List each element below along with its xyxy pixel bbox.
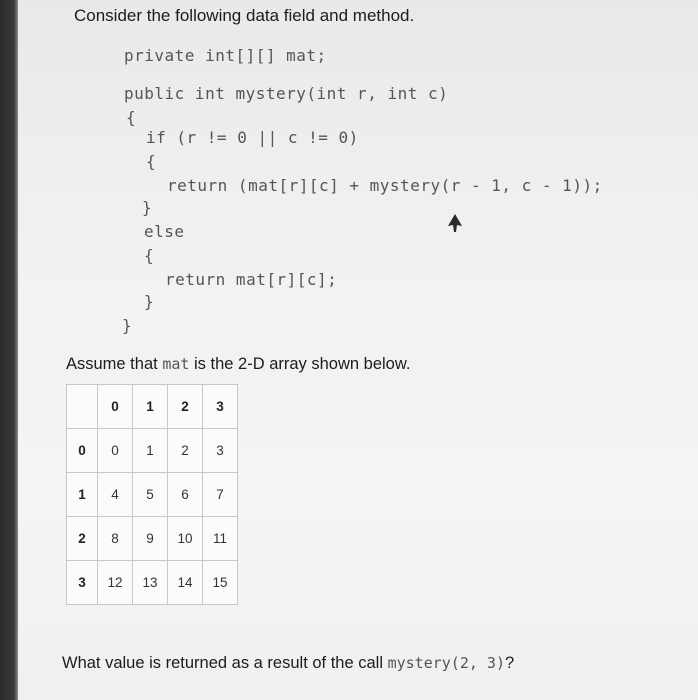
code-open-brace: { xyxy=(126,108,137,127)
table-cell: 6 xyxy=(168,473,203,517)
table-cell: 11 xyxy=(203,517,238,561)
code-return-base: return mat[r][c]; xyxy=(165,270,338,289)
table-cell: 2 xyxy=(168,429,203,473)
table-row xyxy=(67,473,238,517)
table-cell: 10 xyxy=(168,517,203,561)
assume-prefix: Assume that xyxy=(66,355,158,373)
table-cell: 3 xyxy=(203,429,238,473)
mouse-pointer-icon xyxy=(448,214,462,232)
question-sentence xyxy=(62,654,514,673)
code-return-recursive: return (mat[r][c] + mystery(r - 1, c - 1)); xyxy=(167,176,603,195)
table-cell: 15 xyxy=(203,561,238,605)
table-row xyxy=(67,517,238,561)
table-header-row xyxy=(67,385,238,429)
code-else: else xyxy=(144,222,185,241)
table-cell: 0 xyxy=(98,429,133,473)
col-header: 3 xyxy=(203,385,238,429)
matrix-table xyxy=(66,384,238,605)
question-suffix: ? xyxy=(505,654,515,672)
table-row xyxy=(67,561,238,605)
table-cell: 4 xyxy=(98,473,133,517)
col-header: 1 xyxy=(133,385,168,429)
col-header: 2 xyxy=(168,385,203,429)
table-corner-cell xyxy=(67,385,98,429)
code-if-condition: if (r != 0 || c != 0) xyxy=(146,128,359,147)
question-call: mystery(2, 3) xyxy=(387,654,505,672)
row-header: 1 xyxy=(67,473,98,517)
code-if-open-brace: { xyxy=(146,152,157,171)
row-header: 3 xyxy=(67,561,98,605)
intro-text: Consider the following data field and method. xyxy=(74,6,415,25)
table-cell: 8 xyxy=(98,517,133,561)
code-method-signature: public int mystery(int r, int c) xyxy=(124,84,449,103)
code-else-open-brace: { xyxy=(144,246,155,265)
document-page xyxy=(18,0,698,700)
table-cell: 7 xyxy=(203,473,238,517)
row-header: 0 xyxy=(67,429,98,473)
row-header: 2 xyxy=(67,517,98,561)
question-prefix: What value is returned as a result of the call xyxy=(62,654,383,672)
table-cell: 13 xyxy=(133,561,168,605)
col-header: 0 xyxy=(98,385,133,429)
table-cell: 1 xyxy=(133,429,168,473)
assume-suffix: is the 2-D array shown below. xyxy=(194,355,411,373)
assume-sentence xyxy=(66,355,410,374)
assume-var: mat xyxy=(162,355,190,373)
code-if-close-brace: } xyxy=(142,198,153,217)
code-close-brace: } xyxy=(122,316,133,335)
table-cell: 9 xyxy=(133,517,168,561)
table-row xyxy=(67,429,238,473)
code-field-declaration: private int[][] mat; xyxy=(124,46,327,65)
table-cell: 12 xyxy=(98,561,133,605)
code-else-close-brace: } xyxy=(144,292,155,311)
table-cell: 5 xyxy=(133,473,168,517)
table-cell: 14 xyxy=(168,561,203,605)
